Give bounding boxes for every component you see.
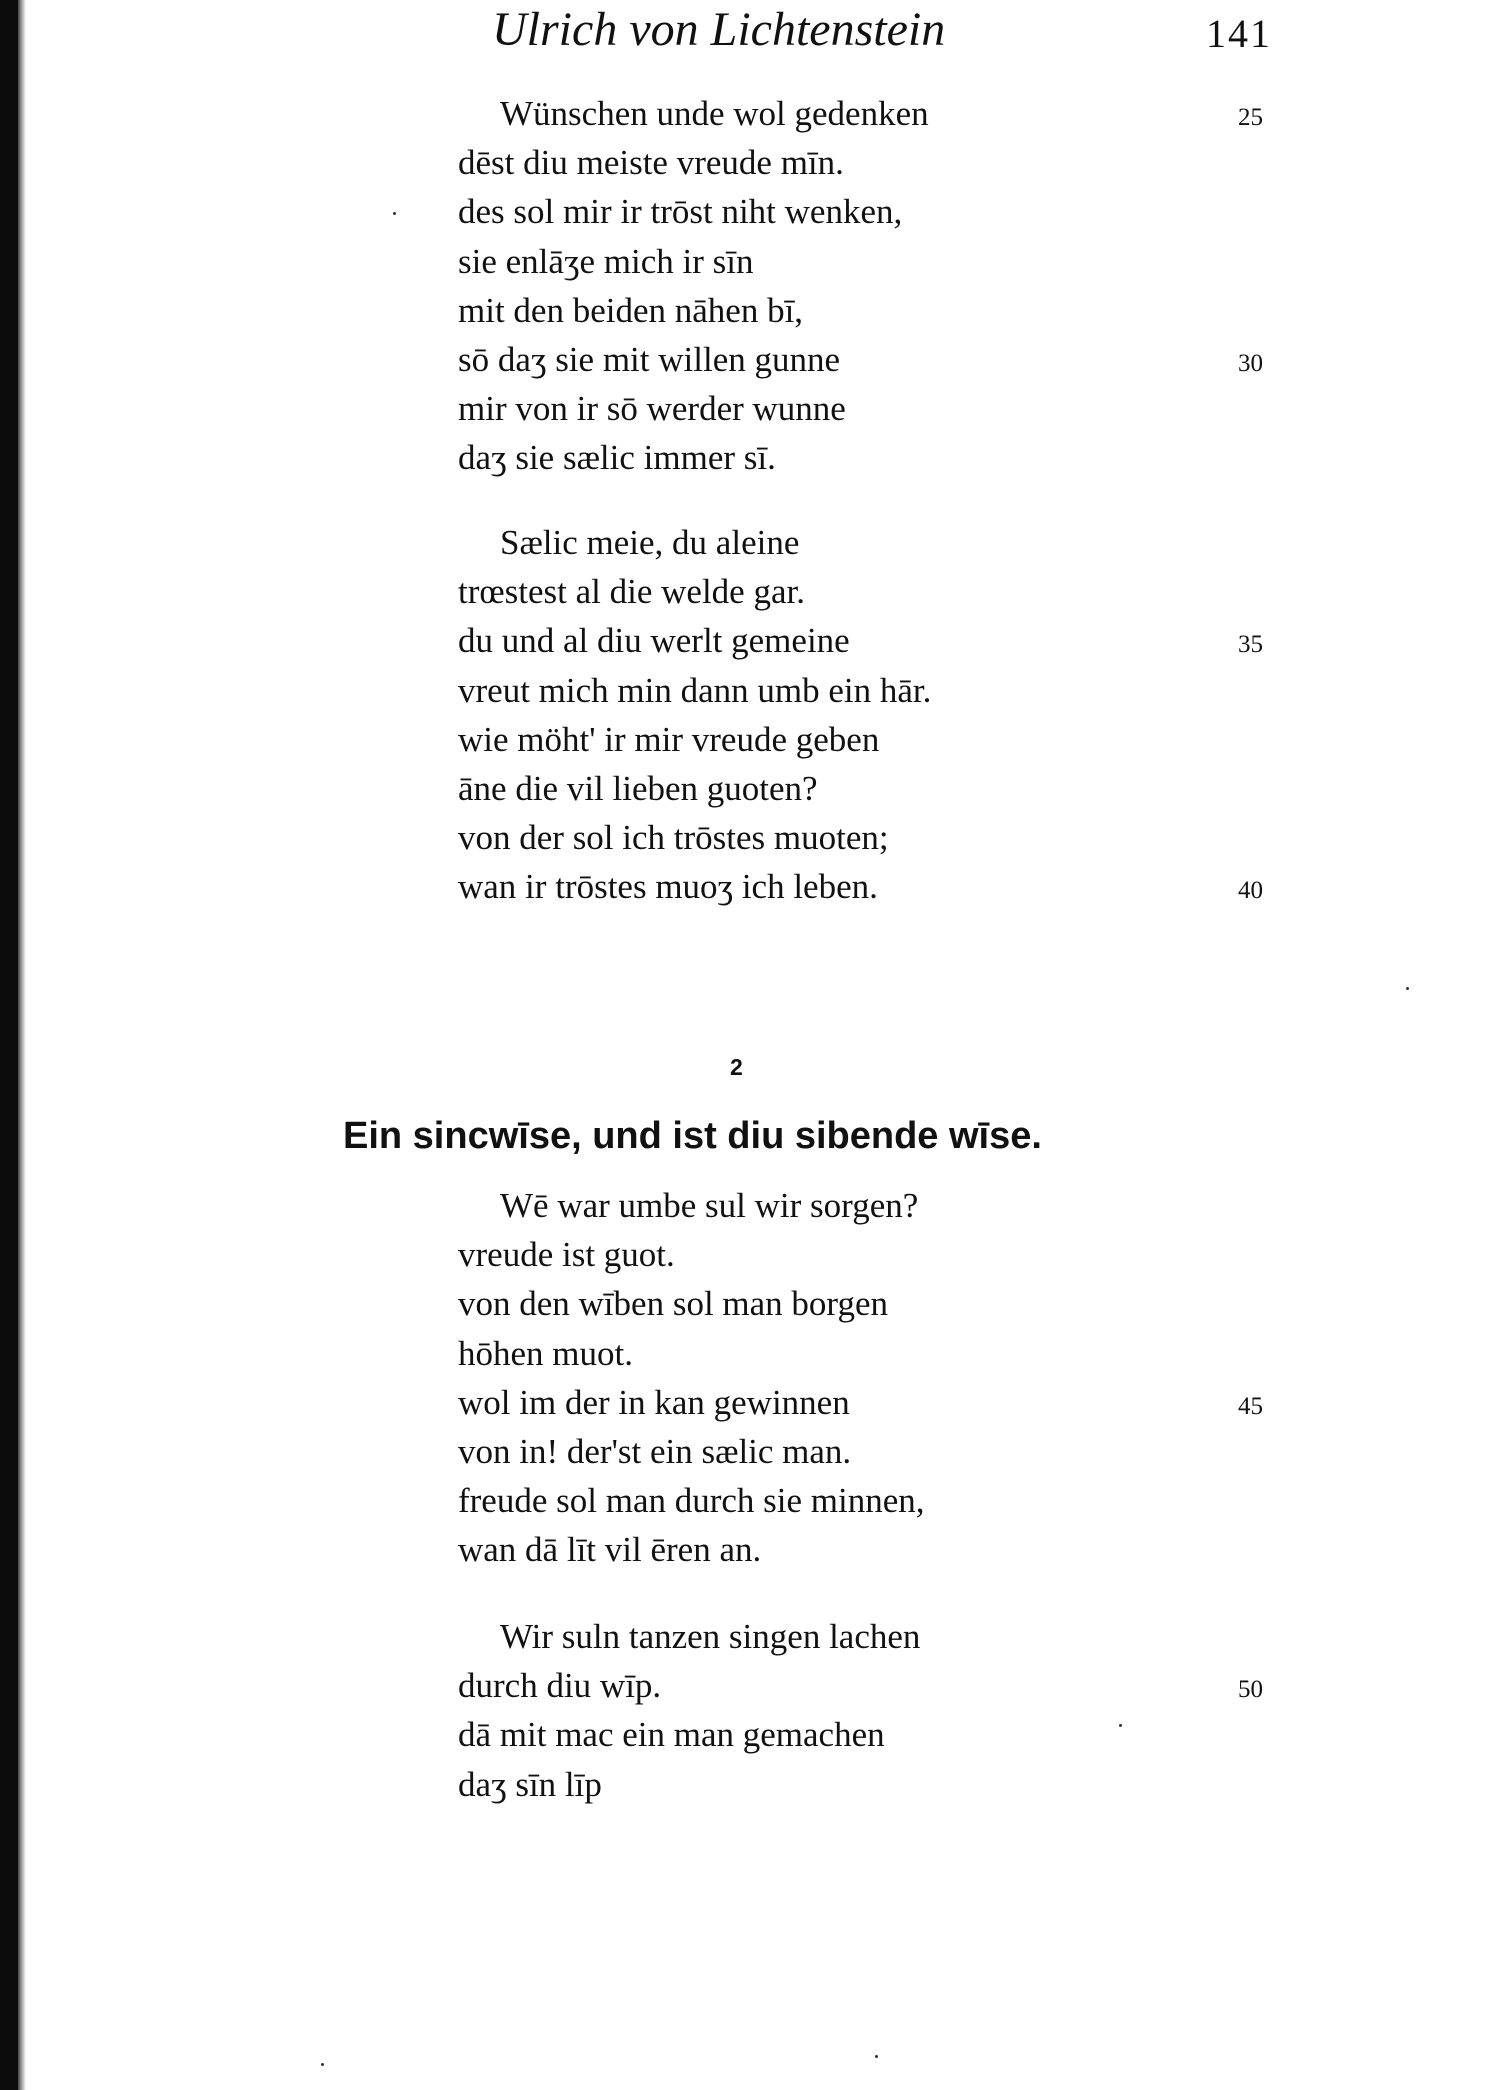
verse-line: [458, 1230, 1258, 1279]
verse-line: [458, 138, 1258, 187]
verse-text: vreut mich min dann umb ein hār.: [458, 670, 932, 710]
verse-line: [458, 616, 1263, 665]
verse-line: [458, 1612, 1258, 1661]
verse-line: [458, 764, 1258, 813]
verse-text: wol im der in kan gewinnen: [458, 1382, 850, 1422]
stanza-4: [458, 1612, 1263, 1809]
page-binding-edge: [0, 0, 22, 2090]
verse-text: sō daʒ sie mit willen gunne: [458, 339, 841, 379]
verse-line: [458, 335, 1263, 384]
verse-text: dēst diu meiste vreude mīn.: [458, 143, 844, 183]
verse-text: wan dā līt vil ēren an.: [458, 1530, 762, 1570]
verse-line: [458, 1181, 1258, 1230]
section-number: 2: [730, 1054, 743, 1080]
stanza-2: [458, 518, 1263, 912]
verse-line: [458, 1525, 1258, 1574]
verse-line: [458, 89, 1263, 138]
verse-text: sie enlāʒe mich ir sīn: [458, 241, 754, 281]
section-heading: Ein sincwīse, und ist diu sibende wīse.: [343, 1115, 1042, 1157]
verse-text: Sælic meie, du aleine: [500, 523, 800, 562]
verse-line: [458, 1661, 1263, 1710]
verse-text: trœstest al die welde gar.: [458, 572, 805, 612]
verse-line: [458, 1427, 1258, 1476]
line-number: 50: [1238, 1676, 1263, 1704]
verse-line: [458, 187, 1258, 236]
verse-text: durch diu wīp.: [458, 1666, 662, 1706]
running-title: Ulrich von Lichtenstein: [492, 3, 946, 56]
verse-line: [458, 286, 1258, 335]
verse-text: mit den beiden nāhen bī,: [458, 290, 804, 330]
print-speck: [393, 212, 396, 215]
verse-line: [458, 433, 1258, 482]
print-speck: [1119, 1724, 1122, 1727]
verse-line: [458, 813, 1258, 862]
verse-text: freude sol man durch sie minnen,: [458, 1481, 925, 1521]
verse-text: von der sol ich trōstes muoten;: [458, 818, 889, 858]
stanza-1: [458, 89, 1263, 483]
verse-text: wan ir trōstes muoʒ ich leben.: [458, 867, 878, 907]
line-number: 45: [1238, 1392, 1263, 1420]
verse-text: des sol mir ir trōst niht wenken,: [458, 192, 903, 232]
verse-line: [458, 518, 1258, 567]
verse-line: [458, 1279, 1258, 1328]
page-number: 141: [1206, 11, 1272, 56]
verse-text: daʒ sīn līp: [458, 1764, 602, 1804]
verse-line: [458, 567, 1258, 616]
verse-text: wie möht' ir mir vreude geben: [458, 719, 880, 759]
verse-line: [458, 715, 1258, 764]
verse-line: [458, 1329, 1258, 1378]
verse-line: [458, 237, 1258, 286]
print-speck: [1406, 987, 1409, 990]
verse-text: Wē war umbe sul wir sorgen?: [500, 1186, 919, 1225]
stanza-3: [458, 1181, 1263, 1575]
line-number: 40: [1238, 877, 1263, 905]
verse-text: von den wīben sol man borgen: [458, 1284, 888, 1324]
verse-line: [458, 1476, 1258, 1525]
line-number: 25: [1238, 104, 1263, 131]
line-number: 35: [1238, 631, 1263, 659]
verse-line: [458, 862, 1263, 911]
verse-text: mir von ir sō werder wunne: [458, 389, 846, 429]
verse-text: vreude ist guot.: [458, 1235, 675, 1275]
verse-text: hōhen muot.: [458, 1333, 633, 1373]
verse-text: du und al diu werlt gemeine: [458, 621, 850, 661]
line-number: 30: [1238, 349, 1263, 377]
verse-text: Wünschen unde wol gedenken: [500, 94, 929, 133]
verse-text: Wir suln tanzen singen lachen: [500, 1617, 921, 1656]
print-speck: [875, 2055, 878, 2058]
verse-line: [458, 666, 1258, 715]
verse-line: [458, 384, 1258, 433]
print-speck: [321, 2063, 324, 2066]
verse-text: āne die vil lieben guoten?: [458, 768, 818, 808]
verse-line: [458, 1378, 1263, 1427]
verse-text: daʒ sie sælic immer sī.: [458, 438, 776, 478]
verse-text: von in! der'st ein sælic man.: [458, 1431, 852, 1471]
verse-line: [458, 1710, 1258, 1759]
verse-text: dā mit mac ein man gemachen: [458, 1715, 885, 1755]
verse-line: [458, 1760, 1258, 1809]
